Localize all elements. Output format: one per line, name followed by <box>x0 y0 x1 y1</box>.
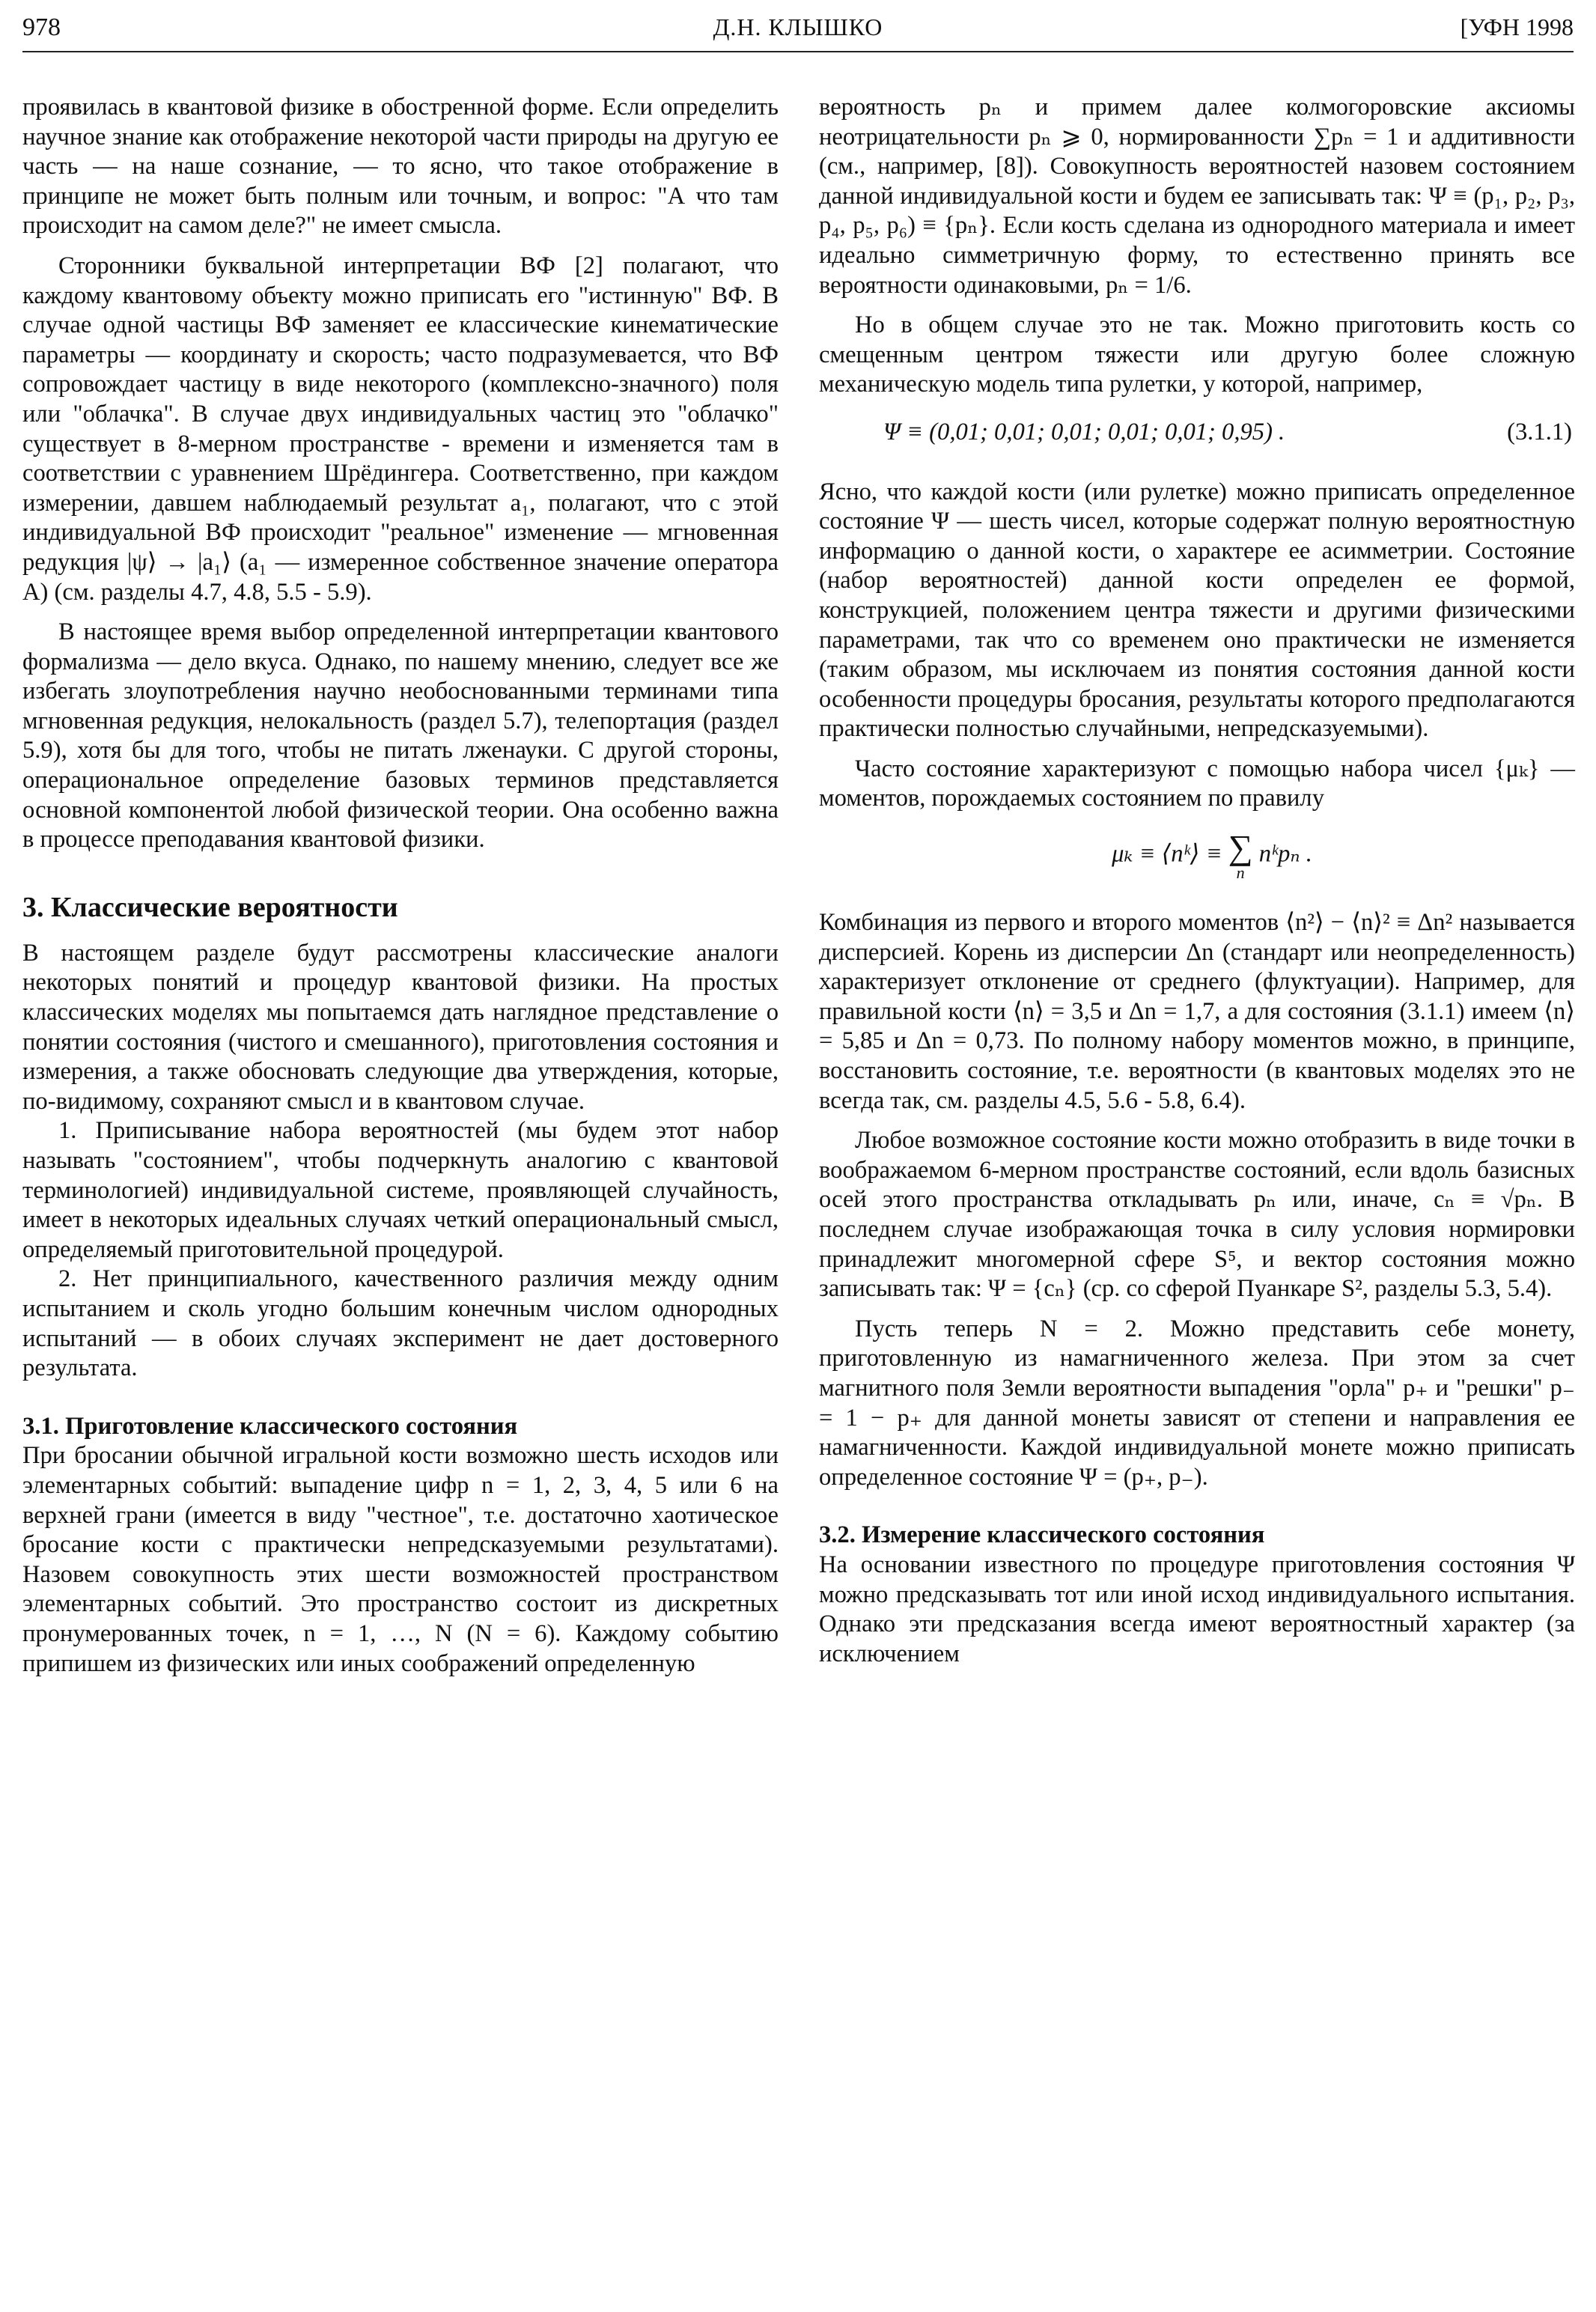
subsection-heading: 3.1. Приготовление классического состояния <box>22 1412 518 1440</box>
paragraph: 1. Приписывание набора вероятностей (мы будем этот набор называть "состоянием", чтобы подчеркнуть аналогию с квантовой терминологией) индивидуальной системе, проявляющей случайность, имеет в некоторых идеальных случаях четкий операциональный смысл, определяемый приготовительной процедурой. <box>22 1117 779 1263</box>
equation-lhs: μₖ ≡ ⟨nᵏ⟩ ≡ <box>1112 840 1222 868</box>
paragraph: Комбинация из первого и второго моментов ⟨n²⟩ − ⟨n⟩² ≡ Δn² называется дисперсией. Корень из дисперсии Δn (стандарт или неопределенность) характеризует отклонение от среднего (флуктуации). Например, для правильной кости ⟨n⟩ = 3,5 и Δn = 1,7, а для состояния (3.1.1) имеем ⟨n⟩ = 5,85 и Δn = 0,73. По полному набору моментов можно, в принципе, восстановить состояние, т.е. вероятности (в квантовых моделях это не всегда так, см. разделы 4.5, 5.6 - 5.8, 6.4). <box>819 909 1575 1114</box>
subsection-heading: 3.2. Измерение классического состояния <box>819 1521 1265 1549</box>
paragraph: проявилась в квантовой физике в обостренной форме. Если определить научное знание как отображение некоторой части природы на другую ее часть — на наше сознание, — то ясно, что такое отображение в принципе не может быть полным или точным, и вопрос: "А что там происходит на самом деле?" не имеет смысла. <box>22 94 779 240</box>
paragraph: вероятность pₙ и примем далее колмогоровские аксиомы неотрицательности pₙ ⩾ 0, нормированности ∑pₙ = 1 и аддитивности (см., например, [8]). Совокупность вероятностей назовем состоянием данной индивидуальной кости и будем ее записывать так: Ψ ≡ (p₁, p₂, p₃, p₄, p₅, p₆) ≡ {pₙ}. Если кость сделана из однородного материала и имеет идеально симметричную форму, то естественно принять все вероятности одинаковыми, pₙ = 1/6. <box>819 94 1575 299</box>
paragraph: В настоящем разделе будут рассмотрены классические аналоги некоторых понятий и процедур квантовой физики. На простых классических моделях мы попытаемся дать наглядное представление о понятии состояния (чистого и смешанного), приготовления состояния и измерения, а также обосновать следующие два утверждения, которые, по-видимому, сохраняют смысл и в квантовом случае. <box>22 939 779 1115</box>
paragraph: На основании известного по процедуре приготовления состояния Ψ можно предсказывать тот или иной исход индивидуального испытания. Однако эти предсказания всегда имеют вероятностный характер (за исключением <box>819 1551 1575 1667</box>
equation-3-1-1 <box>819 418 1575 448</box>
paragraph: Любое возможное состояние кости можно отобразить в виде точки в воображаемом 6-мерном пространстве состояний, если вдоль базисных осей этого пространства откладывать pₙ или, иначе, cₙ ≡ √pₙ. В последнем случае изображающая точка в силу условия нормировки принадлежит многомерной сфере S⁵, и вектор состояния можно записывать так: Ψ = {cₙ} (ср. со сферой Пуанкаре S², разделы 5.3, 5.4). <box>819 1127 1575 1303</box>
equation-rhs: nᵏpₙ . <box>1258 840 1312 868</box>
equation-body: Ψ ≡ (0,01; 0,01; 0,01; 0,01; 0,01; 0,95) . <box>883 418 1285 445</box>
section-heading: 3. Классические вероятности <box>22 891 398 923</box>
paragraph: 2. Нет принципиального, качественного различия между одним испытанием и сколь угодно большим конечным числом однородных испытаний — в обоих случаях эксперимент не дает достоверного результата. <box>22 1265 779 1382</box>
right-column <box>819 93 1575 1669</box>
page-number: 978 <box>22 13 61 41</box>
paragraph: Пусть теперь N = 2. Можно представить себе монету, приготовленную из намагниченного железа. При этом за счет магнитного поля Земли вероятности выпадения "орла" p₊ и "решки" p₋ = 1 − p₊ для данной монеты зависят от степени и направления ее намагниченности. Каждой индивидуальной монете можно приписать определенное состояние Ψ = (p₊, p₋). <box>819 1315 1575 1491</box>
paragraph: Но в общем случае это не так. Можно приготовить кость со смещенным центром тяжести или другую более сложную механическую модель типа рулетки, у которой, например, <box>819 311 1575 398</box>
paragraph: Сторонники буквальной интерпретации ВФ [2] полагают, что каждому квантовому объекту можно приписать его "истинную" ВФ. В случае одной частицы ВФ заменяет ее классические кинематические параметры — координату и скорость; часто подразумевается, что ВФ сопровождает частицу в виде некоторого (комплексно-значного) поля или "облачка". В случае двух индивидуальных частиц это "облачко" существует в 8-мерном пространстве - времени и изменяется там в соответствии с уравнением Шрёдингера. Соответственно, при каждом измерении, давшем наблюдаемый результат a₁, полагают, что с этой индивидуальной ВФ происходит "реальное" изменение — мгновенная редукция |ψ⟩ → |a₁⟩ (a₁ — измеренное собственное значение оператора A) (см. разделы 4.7, 4.8, 5.5 - 5.9). <box>22 252 779 606</box>
paragraph: Часто состояние характеризуют с помощью набора чисел {μₖ} — моментов, порождаемых состоянием по правилу <box>819 755 1575 812</box>
sum-sign: ∑ <box>1228 828 1253 867</box>
journal-reference: [УФН 1998 <box>1460 13 1574 40</box>
running-header <box>22 13 1574 54</box>
paragraph: Ясно, что каждой кости (или рулетке) можно приписать определенное состояние Ψ — шесть чисел, которые содержат полную вероятностную информацию о данной кости, о характере ее асимметрии. Состояние (набор вероятностей) данной кости определен ее формой, конструкцией, положением центра тяжести и другими физическими параметрами, так что со временем оно практически не изменяется (таким образом, мы исключаем из понятия состояния данной кости особенности процедуры бросания, результаты которого предполагаются практически полностью случайными, непредсказуемыми). <box>819 478 1575 743</box>
equation-label: (3.1.1) <box>1507 418 1572 445</box>
paragraph: В настоящее время выбор определенной интерпретации квантового формализма — дело вкуса. Однако, по нашему мнению, следует все же избегать злоупотребления научно необоснованными терминами типа мгновенная редукция, нелокальность (раздел 5.7), телепортация (раздел 5.9), хотя бы для того, чтобы не питать лженауки. С другой стороны, операциональное определение базовых терминов представляется основной компонентой любой физической теории. Она особенно важна в процессе преподавания квантовой физики. <box>22 618 779 854</box>
running-author: Д.Н. КЛЫШКО <box>713 13 883 40</box>
sum-symbol <box>1228 830 1253 881</box>
left-column <box>22 93 779 1679</box>
sum-index: n <box>1236 863 1245 883</box>
header-rule <box>22 51 1574 52</box>
paragraph: При бросании обычной игральной кости возможно шесть исходов или элементарных событий: выпадение цифр n = 1, 2, 3, 4, 5 или 6 на верхней грани (имеется в виду "честное", т.е. достаточно хаотическое бросание кости с практически непредсказуемыми результатами). Назовем совокупность этих шести возможностей пространством элементарных событий. Это пространство состоит из дискретных пронумерованных точек, n = 1, …, N (N = 6). Каждому событию припишем из физических или иных соображений определенную <box>22 1442 779 1677</box>
equation-moments <box>819 830 1575 881</box>
